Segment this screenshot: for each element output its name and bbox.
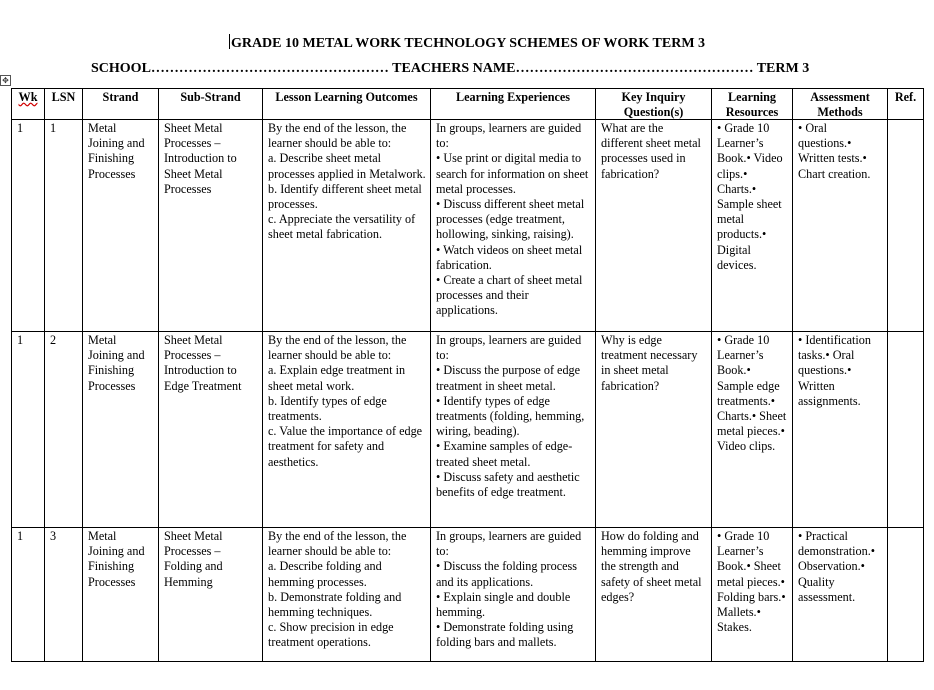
experience-line: • Use print or digital media to search for information on sheet metal processes. [436,151,589,196]
cell-experiences[interactable] [431,120,596,332]
outcome-line: c. Appreciate the versatility of sheet metal fabrication. [268,212,416,242]
cell-assessment[interactable]: • Oral questions.• Written tests.• Chart creation. [793,120,888,332]
cell-sub-strand[interactable]: Sheet Metal Processes – Introduction to Edge Treatment [159,332,263,528]
cell-lsn[interactable]: 3 [45,528,83,662]
table-row [12,528,924,662]
cell-wk[interactable]: 1 [12,332,45,528]
cell-sub-strand[interactable]: Sheet Metal Processes – Folding and Hemming [159,528,263,662]
cell-outcomes[interactable] [263,528,431,662]
cell-outcomes[interactable] [263,332,431,528]
cell-ref[interactable] [888,332,924,528]
cell-assessment[interactable]: • Practical demonstration.• Observation.• Quality assessment. [793,528,888,662]
cell-outcomes[interactable] [263,120,431,332]
experience-line: • Watch videos on sheet metal fabrication. [436,242,583,272]
document-title-text: GRADE 10 METAL WORK TECHNOLOGY SCHEMES OF WORK TERM 3 [230,36,706,51]
cell-resources[interactable]: • Grade 10 Learner’s Book.• Sheet metal pieces.• Folding bars.• Mallets.• Stakes. [712,528,793,662]
outcome-line: a. Explain edge treatment in sheet metal work. [268,363,406,393]
text-cursor [229,34,230,49]
experience-line: • Examine samples of edge-treated sheet metal. [436,439,573,469]
cell-experiences[interactable] [431,528,596,662]
cell-wk[interactable]: 1 [12,120,45,332]
experience-line: In groups, learners are guided to: [436,529,582,559]
outcome-line: By the end of the lesson, the learner should be able to: [268,333,407,363]
experience-line: • Discuss the folding process and its applications. [436,559,578,589]
outcome-line: a. Describe sheet metal processes applied in Metalwork. [268,151,426,181]
cell-assessment[interactable]: • Identification tasks.• Oral questions.• Written assignments. [793,332,888,528]
table-move-handle-icon[interactable]: ✥ [0,75,11,86]
school-teacher-line: SCHOOL…………………………………………… TEACHERS NAME…………………………………………… TERM 3 [91,61,810,76]
cell-inquiry[interactable]: What are the different sheet metal processes used in fabrication? [596,120,712,332]
document-title [0,34,934,53]
experience-line: • Identify types of edge treatments (folding, hemming, wiring, beading). [436,393,585,439]
table-header-row [12,89,924,120]
outcome-line: b. Identify different sheet metal processes. [268,181,422,212]
cell-ref[interactable] [888,528,924,662]
experience-line: • Discuss safety and aesthetic benefits of edge treatment. [436,469,580,500]
experience-line: In groups, learners are guided to: [436,333,582,363]
cell-sub-strand[interactable]: Sheet Metal Processes – Introduction to Sheet Metal Processes [159,120,263,332]
experience-line: • Demonstrate folding using folding bars and mallets. [436,620,574,650]
scheme-table[interactable] [11,88,924,662]
header-inquiry: Key Inquiry Question(s) [596,89,712,120]
cell-lsn[interactable]: 2 [45,332,83,528]
header-strand: Strand [83,89,159,120]
outcome-line: By the end of the lesson, the learner should be able to: [268,529,407,559]
cell-inquiry[interactable]: Why is edge treatment necessary in sheet metal fabrication? [596,332,712,528]
cell-resources[interactable]: • Grade 10 Learner’s Book.• Video clips.• Charts.• Sample sheet metal products.• Digital devices. [712,120,793,332]
experience-line: • Discuss the purpose of edge treatment in sheet metal. [436,363,581,393]
header-sub-strand: Sub-Strand [159,89,263,120]
outcome-line: b. Demonstrate folding and hemming techniques. [268,589,402,620]
experience-line: • Explain single and double hemming. [436,589,571,620]
header-outcomes: Lesson Learning Outcomes [263,89,431,120]
outcome-line: a. Describe folding and hemming processes. [268,559,382,589]
header-assessment: Assessment Methods [793,89,888,120]
experience-line: In groups, learners are guided to: [436,121,582,151]
cell-experiences[interactable] [431,332,596,528]
table-row [12,120,924,332]
cell-strand[interactable]: Metal Joining and Finishing Processes [83,332,159,528]
outcome-line: b. Identify types of edge treatments. [268,393,387,424]
cell-ref[interactable] [888,120,924,332]
header-ref: Ref. [888,89,924,120]
header-wk: Wk [12,89,45,120]
outcome-line: c. Value the importance of edge treatment for safety and aesthetics. [268,424,423,469]
cell-lsn[interactable]: 1 [45,120,83,332]
outcome-line: By the end of the lesson, the learner should be able to: [268,121,407,151]
header-resources: Learning Resources [712,89,793,120]
cell-resources[interactable]: • Grade 10 Learner’s Book.• Sample edge treatments.• Charts.• Sheet metal pieces.• Video clips. [712,332,793,528]
cell-strand[interactable]: Metal Joining and Finishing Processes [83,120,159,332]
cell-strand[interactable]: Metal Joining and Finishing Processes [83,528,159,662]
experience-line: • Create a chart of sheet metal processes and their applications. [436,273,583,318]
outcome-line: c. Show precision in edge treatment operations. [268,620,394,650]
cell-inquiry[interactable]: How do folding and hemming improve the strength and safety of sheet metal edges? [596,528,712,662]
header-lsn: LSN [45,89,83,120]
table-row [12,332,924,528]
cell-wk[interactable]: 1 [12,528,45,662]
experience-line: • Discuss different sheet metal processes (edge treatment, hollowing, sinking, raising). [436,197,585,242]
header-experiences: Learning Experiences [431,89,596,120]
